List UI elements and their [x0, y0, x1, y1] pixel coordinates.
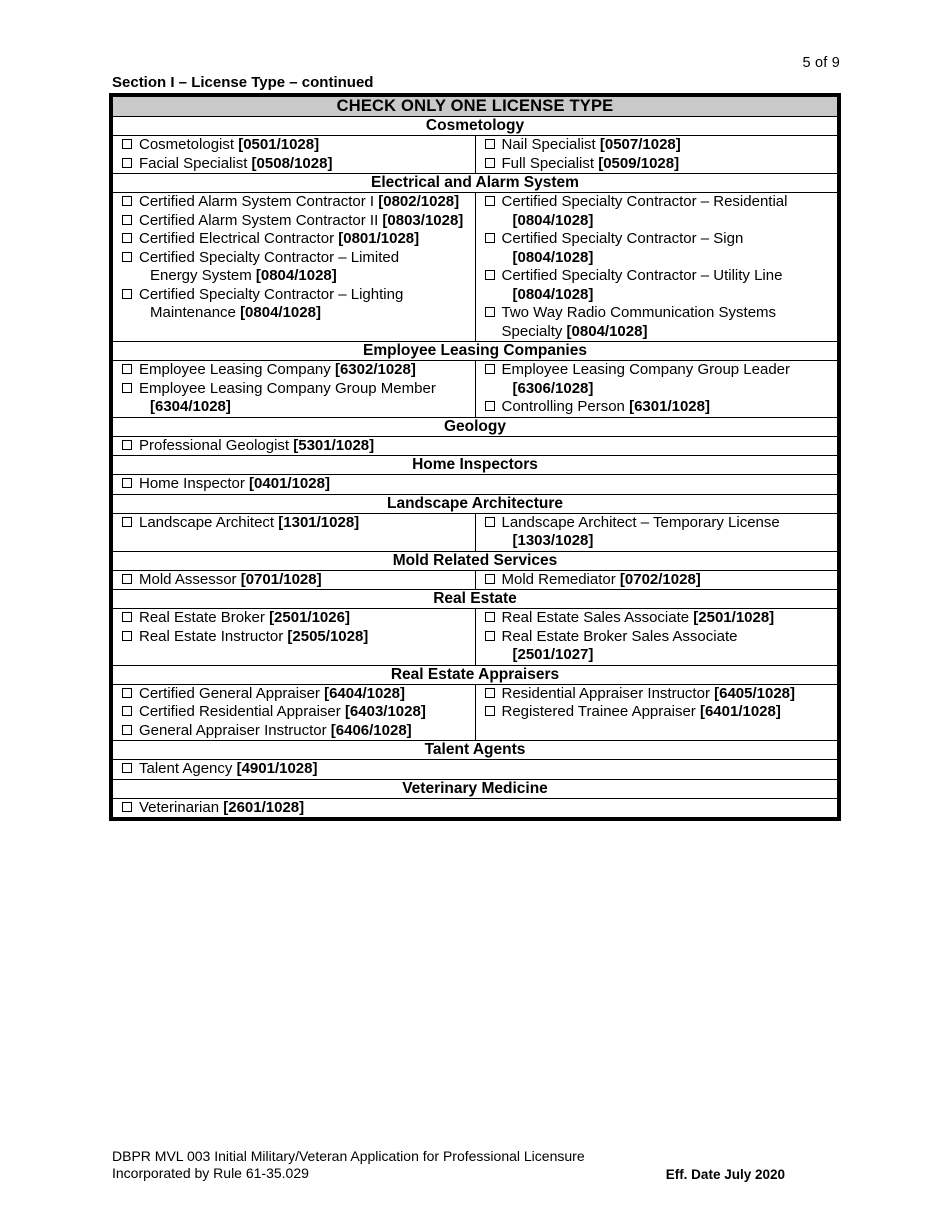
category-heading: Employee Leasing Companies [113, 342, 838, 361]
checkbox-icon[interactable] [485, 233, 495, 243]
license-option-label: Certified Electrical Contractor [139, 230, 339, 247]
license-code: [6304/1028] [150, 398, 231, 415]
license-code: [0804/1028] [512, 285, 594, 303]
license-option-label-continued [502, 380, 834, 399]
license-option-label-continued [502, 323, 834, 342]
license-option-label-continued [502, 249, 834, 268]
checkbox-icon[interactable] [485, 158, 495, 168]
section-heading: Section I – License Type – continued [112, 74, 374, 91]
license-option[interactable] [113, 212, 475, 231]
footer-line-2: Incorporated by Rule 61-35.029 [112, 1165, 309, 1181]
license-code: [2501/1027] [512, 646, 594, 663]
license-option-label: Landscape Architect [139, 513, 279, 531]
license-code: [0804/1028] [512, 211, 594, 229]
checkbox-icon[interactable] [122, 763, 132, 773]
license-option-label-line2: Energy System [150, 267, 256, 284]
license-option[interactable] [113, 628, 475, 647]
license-option-label-continued [502, 212, 834, 231]
footer-effective-date: Eff. Date July 2020 [665, 1167, 785, 1182]
license-type-table [109, 93, 841, 821]
license-option-label: Real Estate Instructor [139, 627, 288, 645]
license-code: [6406/1028] [330, 721, 412, 739]
category-options-row [113, 798, 838, 818]
options-column-right [475, 361, 838, 418]
page-number: 5 of 9 [802, 55, 840, 71]
footer-line-1: DBPR MVL 003 Initial Military/Veteran Application for Professional Licensure [112, 1148, 585, 1164]
category-heading: Geology [113, 417, 838, 436]
table-title: CHECK ONLY ONE LICENSE TYPE [113, 97, 838, 117]
checkbox-icon[interactable] [122, 631, 132, 641]
license-option-label-continued [139, 267, 471, 286]
category-heading-row [113, 174, 838, 193]
category-heading-row [113, 551, 838, 570]
options-column-right [475, 136, 838, 174]
license-option[interactable] [113, 685, 475, 704]
category-options-row [113, 136, 838, 174]
license-option-label: Employee Leasing Company [139, 361, 335, 378]
license-option[interactable] [476, 304, 838, 341]
license-code: [2501/1026] [269, 609, 350, 626]
license-option[interactable] [113, 136, 475, 155]
options-column-left [113, 609, 476, 666]
category-options-row [113, 609, 838, 666]
license-option-label: Real Estate Broker [139, 609, 270, 626]
category-heading: Real Estate [113, 590, 838, 609]
license-code: [0501/1028] [238, 136, 320, 153]
license-option-label: Certified Specialty Contractor – Utility Line [501, 267, 783, 284]
checkbox-icon[interactable] [122, 517, 132, 527]
license-option-label-continued [139, 398, 471, 417]
options-column-left [113, 570, 476, 590]
license-option-label: Home Inspector [139, 475, 250, 492]
checkbox-icon[interactable] [485, 706, 495, 716]
checkbox-icon[interactable] [485, 574, 495, 584]
license-option-label: Nail Specialist [501, 136, 600, 153]
license-option[interactable] [113, 760, 837, 779]
checkbox-icon[interactable] [122, 215, 132, 225]
license-option-label: Real Estate Broker Sales Associate [501, 627, 738, 645]
license-option[interactable] [113, 571, 475, 590]
checkbox-icon[interactable] [122, 612, 132, 622]
license-option[interactable] [113, 437, 837, 456]
category-heading: Cosmetology [113, 117, 838, 136]
options-column-left [113, 136, 476, 174]
options-column-left [113, 193, 476, 342]
options-column-right [475, 684, 838, 741]
license-option[interactable] [113, 703, 475, 722]
checkbox-icon[interactable] [122, 233, 132, 243]
license-code: [0804/1028] [512, 248, 594, 266]
checkbox-icon[interactable] [122, 440, 132, 450]
checkbox-icon[interactable] [485, 196, 495, 206]
license-code: [0804/1028] [255, 267, 337, 284]
checkbox-icon[interactable] [485, 688, 495, 698]
license-code: [6301/1028] [629, 398, 710, 415]
license-option[interactable] [113, 193, 475, 212]
checkbox-icon[interactable] [485, 307, 495, 317]
checkbox-icon[interactable] [122, 688, 132, 698]
category-options-row [113, 513, 838, 551]
category-options-row [113, 361, 838, 418]
license-code: [2505/1028] [287, 627, 369, 645]
checkbox-icon[interactable] [122, 364, 132, 374]
license-option-label: Talent Agency [139, 760, 237, 777]
license-option-label: Real Estate Sales Associate [501, 609, 694, 626]
license-code: [0508/1028] [251, 154, 333, 172]
license-option-label: Residential Appraiser Instructor [501, 684, 715, 702]
category-heading-row [113, 417, 838, 436]
category-options-row [113, 436, 838, 456]
license-option[interactable] [113, 249, 475, 286]
options-column [113, 798, 838, 818]
checkbox-icon[interactable] [122, 574, 132, 584]
table-title-row [113, 97, 838, 117]
license-option-label-continued [502, 646, 834, 665]
license-option-label: Certified Residential Appraiser [139, 703, 345, 720]
options-column-right [475, 609, 838, 666]
license-option[interactable] [476, 398, 838, 417]
license-option[interactable] [476, 628, 838, 665]
license-option-label: General Appraiser Instructor [139, 721, 331, 739]
category-heading-row [113, 779, 838, 798]
license-option-label-continued [139, 304, 471, 323]
license-code: [0507/1028] [599, 136, 681, 153]
options-column-left [113, 513, 476, 551]
license-code: [0804/1028] [566, 322, 648, 340]
license-option[interactable] [113, 230, 475, 249]
checkbox-icon[interactable] [485, 631, 495, 641]
license-code: [0509/1028] [598, 154, 680, 172]
license-option-label-continued [502, 532, 834, 551]
license-option[interactable] [476, 193, 838, 230]
checkbox-icon[interactable] [485, 612, 495, 622]
license-option-label: Certified Specialty Contractor – Sign [501, 230, 744, 247]
category-heading-row [113, 741, 838, 760]
license-option-label: Full Specialist [501, 154, 599, 172]
options-column-left [113, 361, 476, 418]
license-option[interactable] [476, 685, 838, 704]
license-option-label-line2: Maintenance [150, 304, 241, 321]
license-option[interactable] [476, 136, 838, 155]
license-option-label-continued [502, 286, 834, 305]
license-code: [0701/1028] [240, 570, 322, 588]
category-heading-row [113, 342, 838, 361]
checkbox-icon[interactable] [485, 139, 495, 149]
license-code: [0702/1028] [619, 570, 701, 588]
license-code: [0401/1028] [249, 475, 330, 492]
license-option-label: Registered Trainee Appraiser [501, 703, 700, 720]
options-column [113, 760, 838, 780]
category-heading: Landscape Architecture [113, 494, 838, 513]
license-option-label: Professional Geologist [139, 436, 294, 454]
category-options-row [113, 570, 838, 590]
checkbox-icon[interactable] [485, 364, 495, 374]
license-option[interactable] [113, 799, 837, 818]
category-heading: Veterinary Medicine [113, 779, 838, 798]
license-option[interactable] [476, 155, 838, 174]
options-column-right [475, 193, 838, 342]
license-option[interactable] [113, 380, 475, 417]
license-option[interactable] [476, 571, 838, 590]
license-code: [6404/1028] [324, 684, 405, 702]
license-option[interactable] [476, 514, 838, 551]
category-options-row [113, 475, 838, 495]
checkbox-icon[interactable] [122, 478, 132, 488]
checkbox-icon[interactable] [122, 196, 132, 206]
license-option[interactable] [476, 230, 838, 267]
checkbox-icon[interactable] [122, 289, 132, 299]
license-code: [4901/1028] [236, 760, 318, 777]
license-code: [6306/1028] [512, 379, 594, 397]
category-heading-row [113, 117, 838, 136]
checkbox-icon[interactable] [485, 270, 495, 280]
license-option[interactable] [113, 514, 475, 533]
checkbox-icon[interactable] [122, 706, 132, 716]
license-option-label: Controlling Person [501, 398, 630, 415]
license-code: [1301/1028] [278, 513, 360, 531]
license-option-label: Mold Assessor [139, 570, 241, 588]
license-option[interactable] [113, 155, 475, 174]
license-option[interactable] [113, 361, 475, 380]
license-option-label: Employee Leasing Company Group Member [139, 379, 436, 397]
category-heading-row [113, 665, 838, 684]
license-option-label: Certified General Appraiser [139, 684, 325, 702]
category-heading-row [113, 494, 838, 513]
license-code: [0801/1028] [338, 230, 420, 247]
license-option-label: Certified Specialty Contractor – Limited [139, 248, 400, 266]
category-heading: Mold Related Services [113, 551, 838, 570]
license-code: [6401/1028] [699, 703, 781, 720]
license-option[interactable] [113, 286, 475, 323]
license-option-label: Veterinarian [139, 798, 224, 816]
license-option-label: Facial Specialist [139, 154, 252, 172]
checkbox-icon[interactable] [485, 517, 495, 527]
license-code: [2601/1028] [223, 798, 305, 816]
checkbox-icon[interactable] [485, 401, 495, 411]
options-column-left [113, 684, 476, 741]
options-column [113, 475, 838, 495]
category-heading: Home Inspectors [113, 456, 838, 475]
options-column-right [475, 513, 838, 551]
checkbox-icon[interactable] [122, 252, 132, 262]
license-option[interactable] [113, 609, 475, 628]
license-option[interactable] [476, 361, 838, 398]
options-column-right [475, 570, 838, 590]
category-options-row [113, 760, 838, 780]
license-option[interactable] [476, 267, 838, 304]
license-option-label: Employee Leasing Company Group Leader [501, 361, 791, 378]
checkbox-icon[interactable] [122, 158, 132, 168]
license-option-label: Certified Alarm System Contractor I [139, 193, 379, 210]
category-options-row [113, 684, 838, 741]
license-code: [5301/1028] [293, 436, 375, 454]
license-code: [6403/1028] [344, 703, 426, 720]
checkbox-icon[interactable] [122, 802, 132, 812]
license-option-label: Landscape Architect – Temporary License [501, 513, 780, 531]
footer-text [112, 1148, 585, 1182]
checkbox-icon[interactable] [122, 139, 132, 149]
license-option-label: Certified Alarm System Contractor II [139, 211, 383, 229]
license-option-label: Certified Specialty Contractor – Lighting [139, 285, 404, 303]
license-code: [6405/1028] [714, 684, 796, 702]
license-option-label: Certified Specialty Contractor – Residential [501, 193, 788, 210]
category-heading-row [113, 456, 838, 475]
license-option-label: Mold Remediator [501, 570, 620, 588]
category-heading-row [113, 590, 838, 609]
license-code: [0802/1028] [378, 193, 460, 210]
license-option[interactable] [476, 703, 838, 722]
options-column [113, 436, 838, 456]
checkbox-icon[interactable] [122, 383, 132, 393]
category-heading: Talent Agents [113, 741, 838, 760]
license-code: [1303/1028] [512, 532, 594, 549]
license-option[interactable] [476, 609, 838, 628]
license-code: [6302/1028] [334, 361, 416, 378]
license-option-label-line2: Specialty [501, 322, 567, 340]
category-heading: Electrical and Alarm System [113, 174, 838, 193]
license-option[interactable] [113, 475, 837, 494]
license-code: [0803/1028] [382, 211, 464, 229]
license-code: [2501/1028] [693, 609, 775, 626]
license-option[interactable] [113, 722, 475, 741]
checkbox-icon[interactable] [122, 725, 132, 735]
license-option-label: Two Way Radio Communication Systems [501, 304, 777, 321]
category-options-row [113, 193, 838, 342]
category-heading: Real Estate Appraisers [113, 665, 838, 684]
license-code: [0804/1028] [240, 304, 321, 321]
license-option-label: Cosmetologist [139, 136, 239, 153]
